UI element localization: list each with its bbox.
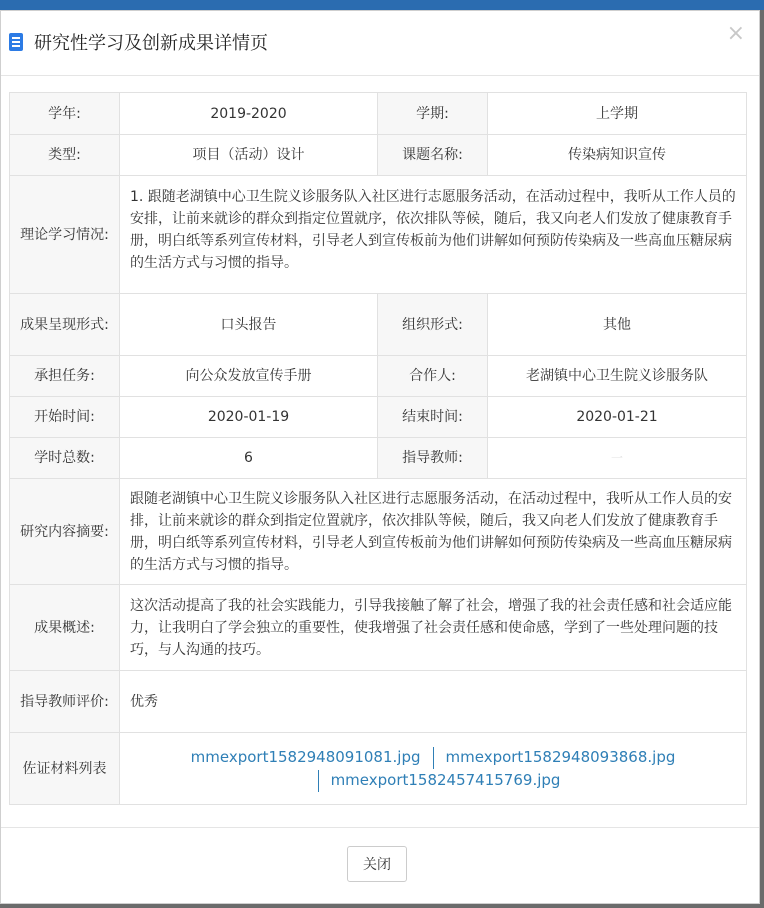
org-form-label: 组织形式: [378,294,488,356]
table-row [10,479,747,585]
table-row [10,356,747,397]
table-row [10,176,747,294]
evaluation-label: 指导教师评价: [10,671,120,733]
abstract-value: 跟随老湖镇中心卫生院义诊服务队入社区进行志愿服务活动，在活动过程中，我听从工作人员的安排，让前来就诊的群众到指定位置就序，依次排队等候，随后，我又向老人们发放了健康教育手册，明白纸等系列宣传材料，引导老人到宣传板前为他们讲解如何预防传染病及一些高血压糖尿病的生活方式与习惯的指导。 [120,479,747,585]
theory-label: 理论学习情况: [10,176,120,294]
table-row [10,135,747,176]
modal-title: 研究性学习及创新成果详情页 [34,33,268,54]
table-row [10,93,747,135]
presentation-label: 成果呈现形式: [10,294,120,356]
start-label: 开始时间: [10,397,120,438]
modal-body [1,76,759,805]
table-row [10,733,747,805]
modal-header [1,11,759,76]
org-form-value: 其他 [488,294,747,356]
hours-label: 学时总数: [10,438,120,479]
type-value: 项目（活动）设计 [120,135,378,176]
presentation-value: 口头报告 [120,294,378,356]
semester-value: 上学期 [488,93,747,135]
task-label: 承担任务: [10,356,120,397]
hours-value: 6 [120,438,378,479]
table-row [10,438,747,479]
close-icon[interactable]: × [726,21,745,46]
document-icon [9,33,23,51]
divider [318,770,319,792]
advisor-value: 一 [488,438,747,479]
school-year-label: 学年: [10,93,120,135]
semester-label: 学期: [378,93,488,135]
detail-table [9,92,747,805]
partner-value: 老湖镇中心卫生院义诊服务队 [488,356,747,397]
app-top-bar [0,0,764,10]
school-year-value: 2019-2020 [120,93,378,135]
advisor-label: 指导教师: [378,438,488,479]
file-link-2[interactable]: mmexport1582948093868.jpg [445,747,676,766]
start-value: 2020-01-19 [120,397,378,438]
close-button[interactable]: 关闭 [347,846,407,882]
table-row [10,585,747,671]
file-link-3[interactable]: mmexport1582457415769.jpg [330,770,561,789]
evaluation-value: 优秀 [120,671,747,733]
modal-footer [1,827,759,903]
end-value: 2020-01-21 [488,397,747,438]
summary-value: 这次活动提高了我的社会实践能力，引导我接触了解了社会，增强了我的社会责任感和社会适应能力，让我明白了学会独立的重要性，使我增强了社会责任感和使命感，学到了一些处理问题的技巧，与人沟通的技巧。 [120,585,747,671]
table-row [10,294,747,356]
materials-label: 佐证材料列表 [10,733,120,805]
topic-label: 课题名称: [378,135,488,176]
table-row [10,397,747,438]
table-row [10,671,747,733]
detail-modal [0,10,760,904]
materials-list [120,733,747,805]
summary-label: 成果概述: [10,585,120,671]
partner-label: 合作人: [378,356,488,397]
end-label: 结束时间: [378,397,488,438]
topic-value: 传染病知识宣传 [488,135,747,176]
task-value: 向公众发放宣传手册 [120,356,378,397]
abstract-label: 研究内容摘要: [10,479,120,585]
file-link-1[interactable]: mmexport1582948091081.jpg [190,747,421,766]
divider [433,747,434,769]
theory-value: 1. 跟随老湖镇中心卫生院义诊服务队入社区进行志愿服务活动，在活动过程中，我听从工作人员的安排，让前来就诊的群众到指定位置就序，依次排队等候，随后，我又向老人们发放了健康教育手册，明白纸等系列宣传材料，引导老人到宣传板前为他们讲解如何预防传染病及一些高血压糖尿病的生活方式与习惯的指导。 [120,176,747,294]
type-label: 类型: [10,135,120,176]
